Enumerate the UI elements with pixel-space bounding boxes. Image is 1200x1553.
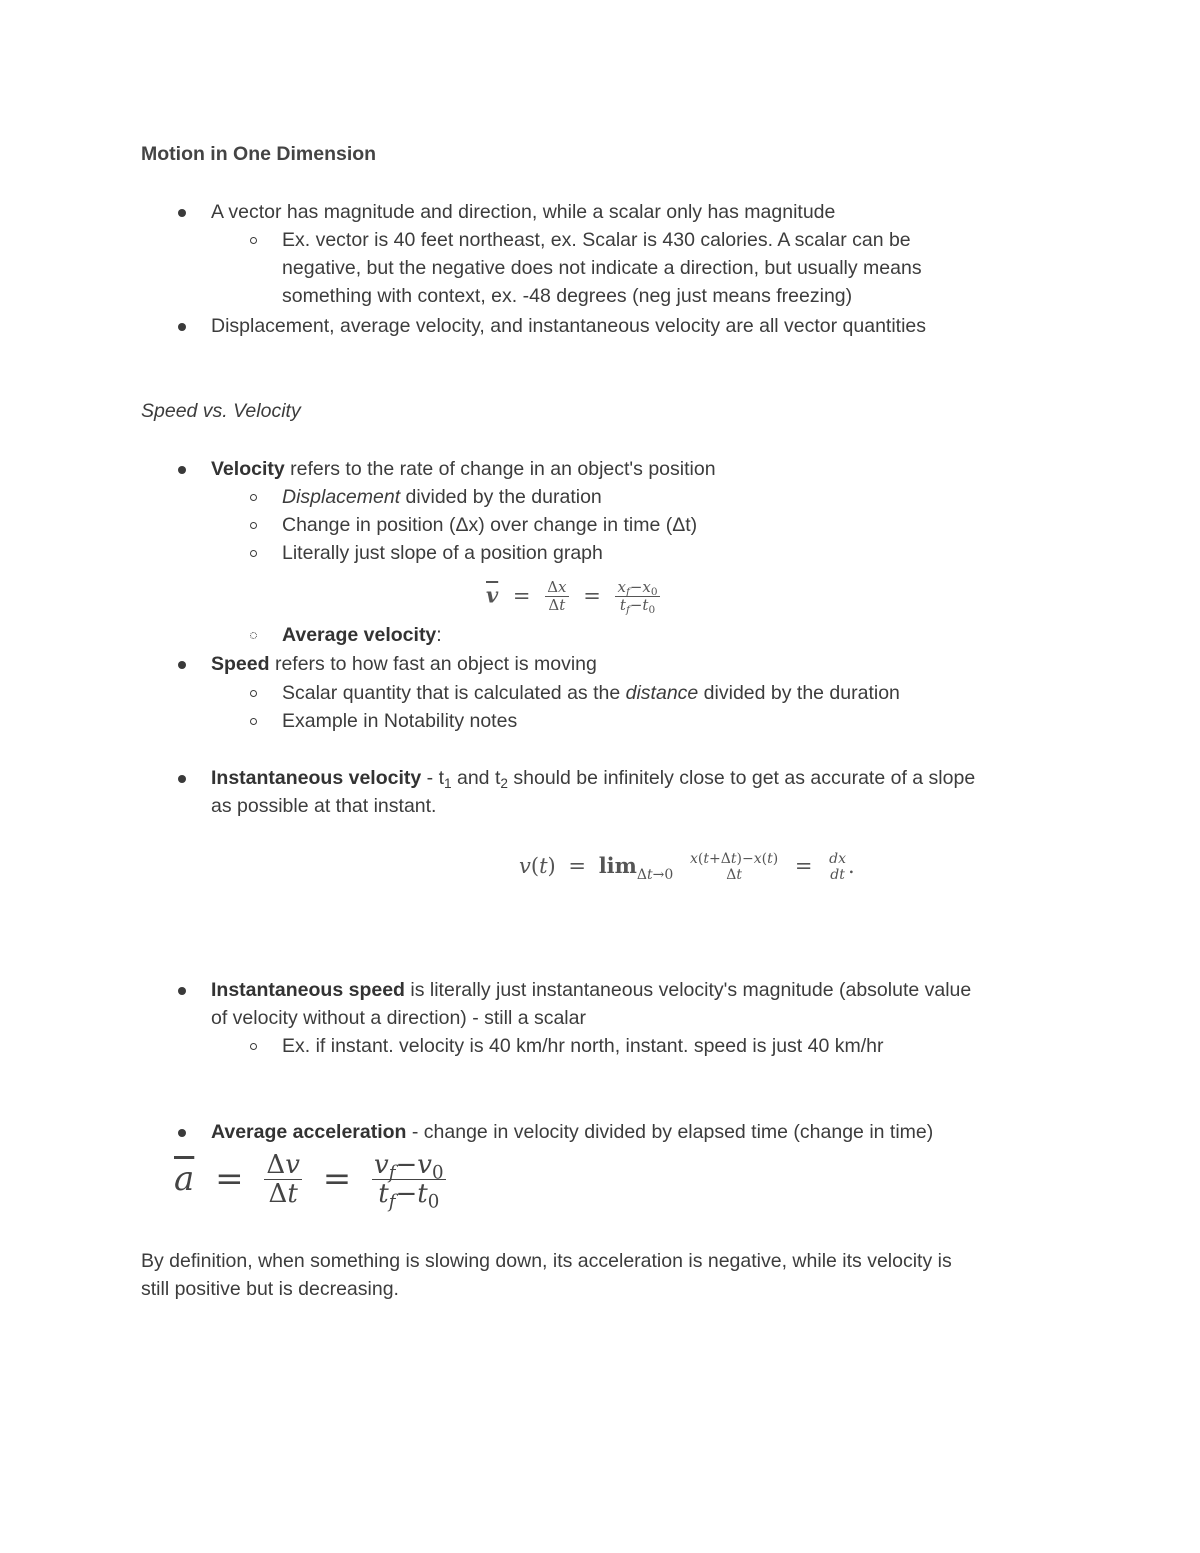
bullet-icon [178, 1129, 186, 1137]
example-line-2: negative, but the negative does not indicate a direction, but usually means [282, 257, 922, 279]
velocity-bullet: Velocity refers to the rate of change in an object's position [211, 458, 716, 480]
instantaneous-speed-bullet: Instantaneous speed is literally just instantaneous velocity's magnitude (absolute value [211, 979, 972, 1001]
example-line-3: something with context, ex. -48 degrees (neg just means freezing) [282, 285, 853, 307]
instantaneous-velocity-equation: $v(t) = \lim_{\Delta t\to 0}$ x(t+Δt)−x(t) Δt = dx dt . [519, 851, 855, 883]
bullet-icon [178, 775, 186, 783]
slope-sub: Literally just slope of a position graph [282, 542, 603, 564]
instantaneous-speed-line2: of velocity without a direction) - still a scalar [211, 1007, 586, 1029]
sub-bullet-icon [250, 237, 257, 244]
scalar-quantity-sub: Scalar quantity that is calculated as the distance divided by the duration [282, 682, 900, 704]
bullet-icon [178, 323, 186, 331]
displacement-sub: Displacement divided by the duration [282, 486, 602, 508]
conclusion-line-1: By definition, when something is slowing down, its acceleration is negative, while its velocity is [141, 1250, 952, 1272]
sub-bullet-icon [250, 550, 257, 557]
bullet-icon [178, 661, 186, 669]
sub-bullet-icon [250, 494, 257, 501]
instantaneous-velocity-line2: as possible at that instant. [211, 795, 437, 817]
sub-bullet-icon [250, 690, 257, 697]
instant-speed-example-sub: Ex. if instant. velocity is 40 km/hr north, instant. speed is just 40 km/hr [282, 1035, 884, 1057]
sub-bullet-icon [250, 632, 257, 639]
example-line-1: Ex. vector is 40 feet northeast, ex. Scalar is 430 calories. A scalar can be [282, 229, 911, 251]
conclusion-line-2: still positive but is decreasing. [141, 1278, 399, 1300]
section-subtitle: Speed vs. Velocity [141, 400, 301, 422]
average-acceleration-bullet: Average acceleration - change in velocity divided by elapsed time (change in time) [211, 1121, 934, 1143]
vector-quantities-bullet: Displacement, average velocity, and instantaneous velocity are all vector quantities [211, 315, 927, 337]
vector-scalar-bullet: A vector has magnitude and direction, while a scalar only has magnitude [211, 201, 836, 223]
average-velocity-sub: Average velocity: [282, 624, 442, 646]
bullet-icon [178, 987, 186, 995]
average-velocity-equation: $\overline{v}$ = $\frac{\Delta x}{\Delta t}$ = $\frac{x_f-x_0}{t_f-t_0}$ [486, 578, 658, 616]
change-position-sub: Change in position (Δx) over change in time (Δt) [282, 514, 698, 536]
sub-bullet-icon [250, 718, 257, 725]
instantaneous-velocity-bullet: Instantaneous velocity - $t_1$ and $t_2$ should be infinitely close to get as accurate of a slope [211, 767, 976, 792]
sub-bullet-icon [250, 522, 257, 529]
average-acceleration-equation: $\overline{a}$ = $\frac{\Delta v}{\Delta t}$ = $\frac{v_f-v_0}{t_f-t_0}$ [174, 1150, 444, 1213]
bullet-icon [178, 209, 186, 217]
bullet-icon [178, 466, 186, 474]
page-title: Motion in One Dimension [141, 143, 377, 165]
sub-bullet-icon [250, 1043, 257, 1050]
speed-bullet: Speed refers to how fast an object is moving [211, 653, 597, 675]
notability-sub: Example in Notability notes [282, 710, 518, 732]
